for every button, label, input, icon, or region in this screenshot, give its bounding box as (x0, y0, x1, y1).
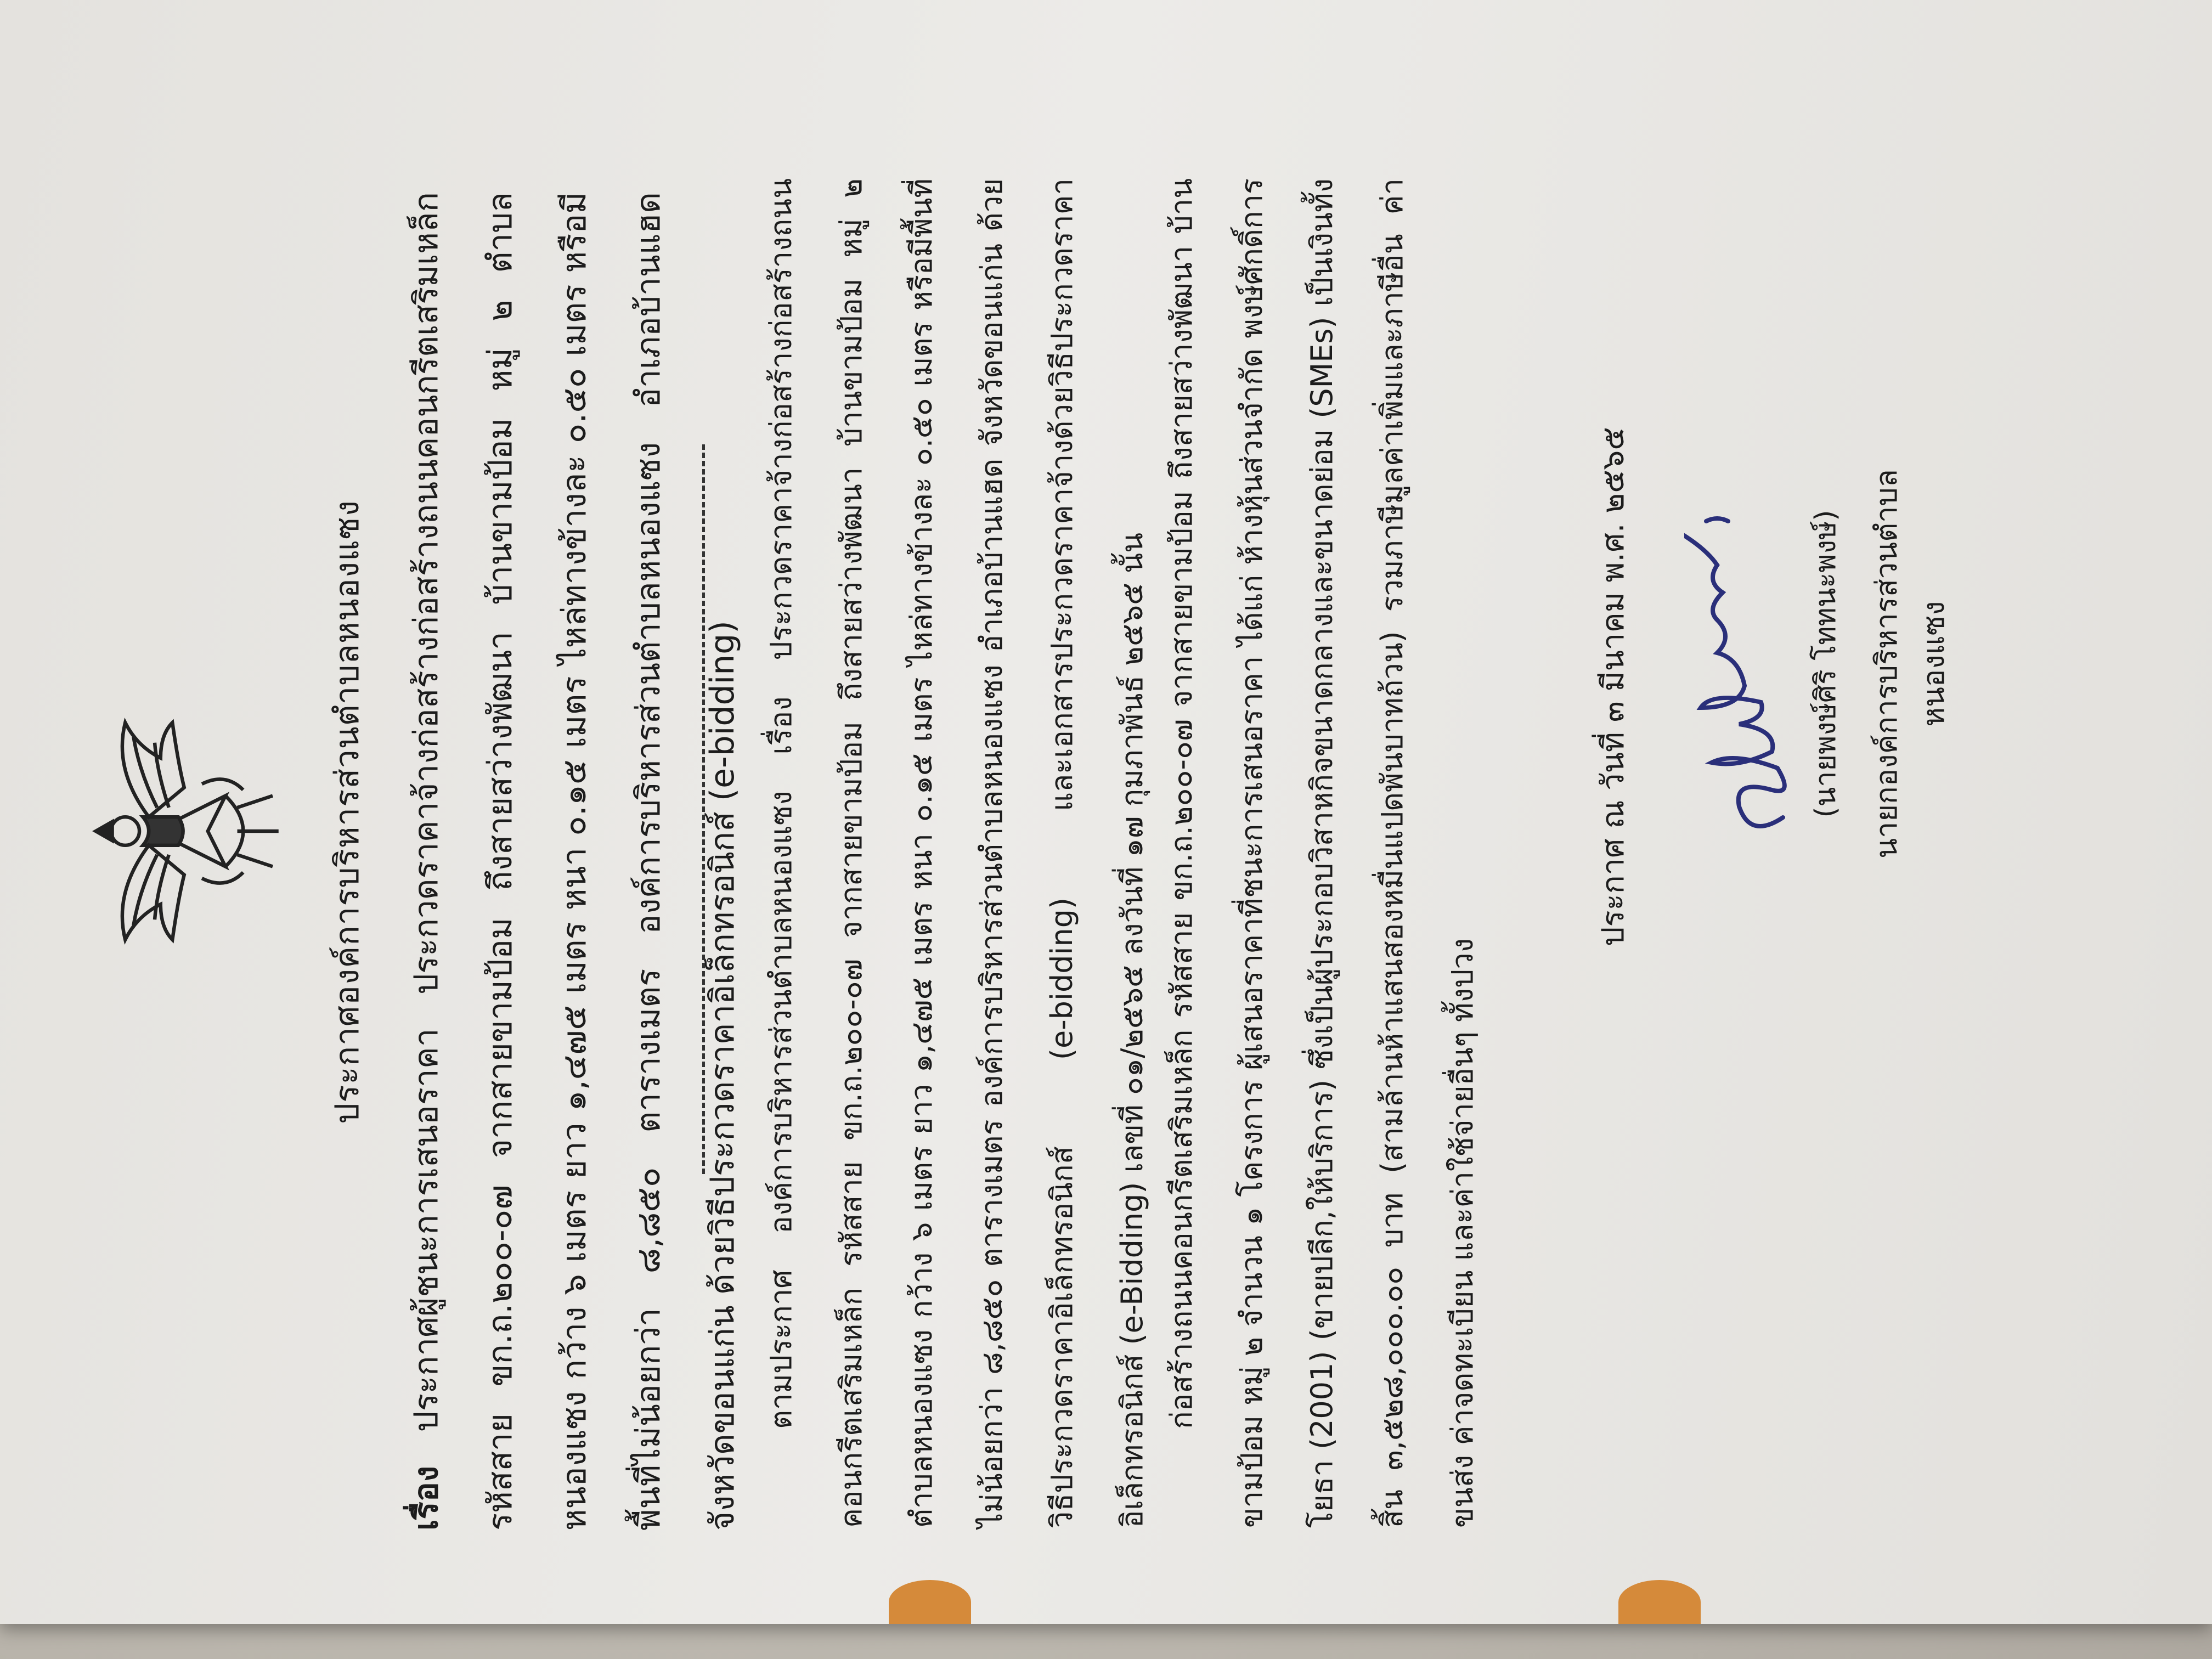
subject-text: ประกาศผู้ชนะการเสนอราคา ประกวดราคาจ้างก่อสร้างก่อสร้างถนนคอนกรีตเสริมเหล็ก รหัสสาย ขก.ถ.๒๐๐-๐๗ จากสายขามป้อม ถึงสายสว่างพัฒนา บ้านขามป้อม หมู่ ๒ ตำบลหนองแซง กว้าง ๖ เมตร ยาว ๑,๔๗๕ เมตร หนา ๐.๑๕ เมตร ไหล่ทางข้างละ ๐.๕๐ เมตร หรือมีพื้นที่ไม่น้อยกว่า ๘,๘๕๐ ตารางเมตร องค์การบริหารส่วนตำบลหนองแซง อำเภอบ้านแฮด จังหวัดขอนแก่น ด้วยวิธีประกวดราคาอิเล็กทรอนิกส์ (e-bidding) (407, 191, 742, 1531)
dashed-divider (702, 444, 705, 1174)
handwritten-signature (1684, 477, 1821, 850)
paragraph-announcement-reference: ตามประกาศ องค์การบริหารส่วนตำบลหนองแซง เรื่อง ประกวดราคาจ้างก่อสร้างก่อสร้างถนนคอนกรีตเสริมเหล็ก รหัสสาย ขก.ถ.๒๐๐-๐๗ จากสายขามป้อม ถึงสายสว่างพัฒนา บ้านขามป้อม หมู่ ๒ ตำบลหนองแซง กว้าง ๖ เมตร ยาว ๑,๔๗๕ เมตร หนา ๐.๑๕ เมตร ไหล่ทางข้างละ ๐.๕๐ เมตร หรือมีพื้นที่ไม่น้อยกว่า ๘,๘๕๐ ตารางเมตร องค์การบริหารส่วนตำบลหนองแซง อำเภอบ้านแฮด จังหวัดขอนแก่น ด้วยวิธีประกวดราคาอิเล็กทรอนิกส์ (e-bidding) และเอกสารประกวดราคาจ้างด้วยวิธีประกวดราคาอิเล็กทรอนิกส์ (e-Bidding) เลขที่ ๐๑/๒๕๖๕ ลงวันที่ ๑๗ กุมภาพันธ์ ๒๕๖๕ นั้น (764, 178, 1149, 1528)
subject-label: เรื่อง (407, 1465, 445, 1531)
garuda-emblem-icon (60, 713, 296, 949)
signer-name: (นายพงษ์ศิริ โททนะพงษ์) (1809, 510, 1842, 818)
signer-title: นายกองค์การบริหารส่วนตำบลหนองแซง (1869, 469, 1951, 859)
paragraph-winning-bidder: ก่อสร้างถนนคอนกรีตเสริมเหล็ก รหัสสาย ขก.ถ.๒๐๐-๐๗ จากสายขามป้อม ถึงสายสว่างพัฒนา บ้านขามป้อม หมู่ ๒ จำนวน ๑ โครงการ ผู้เสนอราคาที่ชนะการเสนอราคา ได้แก่ ห้างหุ้นส่วนจำกัด พงษ์ศักดิ์การโยธา (2001) (ขายปลีก,ให้บริการ) ซึ่งเป็นผู้ประกอบวิสาหกิจขนาดกลางและขนาดย่อม (SMEs) เป็นเงินทั้งสิ้น ๓,๕๒๘,๐๐๐.๐๐ บาท (สามล้านห้าแสนสองหมื่นแปดพันบาทถ้วน) รวมภาษีมูลค่าเพิ่มและภาษีอื่น ค่าขนส่ง ค่าจดทะเบียน และค่าใช้จ่ายอื่นๆ ทั้งปวง (1164, 178, 1480, 1528)
announcement-date: ประกาศ ณ วันที่ ๓ มีนาคม พ.ศ. ๒๕๖๕ (1595, 427, 1631, 946)
document-header: ประกาศองค์การบริหารส่วนตำบลหนองแซง (328, 500, 366, 1124)
